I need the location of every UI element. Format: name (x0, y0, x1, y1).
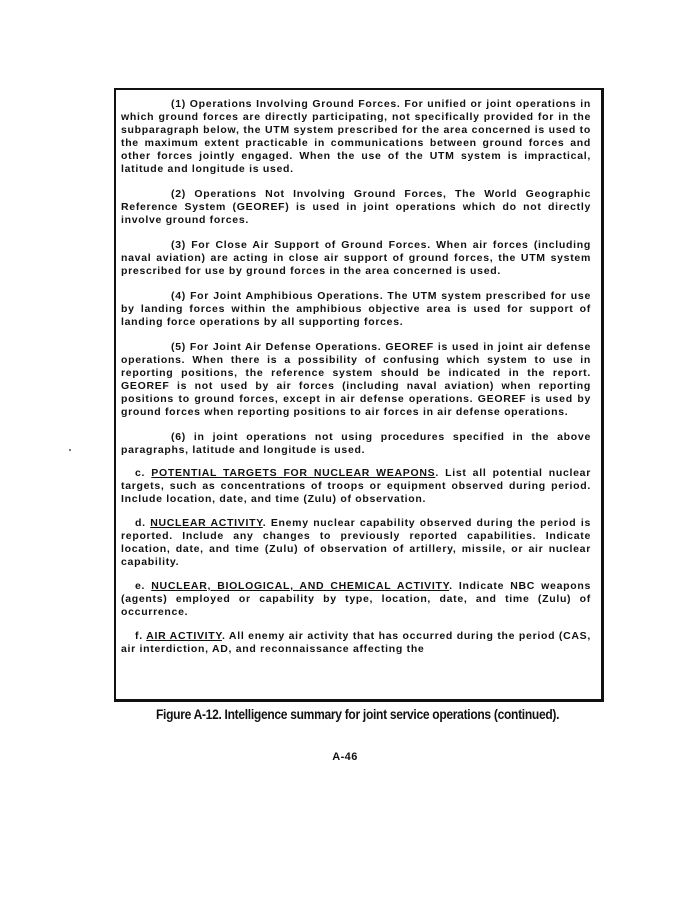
paragraph-3: (3) For Close Air Support of Ground Forces. When air forces (including naval aviation) are acting in close air support of ground forces, the UTM system prescribed for use by ground forces in the area concerned is used. (121, 239, 591, 277)
figure-content (121, 98, 591, 667)
paragraph-1: (1) Operations Involving Ground Forces. For unified or joint operations in which ground forces are directly participating, not specifically provided for in the subparagraph below, the UTM system prescribed for the area concerned is used to the maximum extent practicable in communications between ground forces and other forces jointly engaged. When the use of the UTM system is impractical, latitude and longitude is used. (121, 98, 591, 175)
page-number: A-46 (332, 751, 358, 763)
section-c-heading: POTENTIAL TARGETS FOR NUCLEAR WEAPONS (151, 467, 436, 479)
scan-speck (69, 449, 71, 451)
section-e-heading: NUCLEAR, BIOLOGICAL, AND CHEMICAL ACTIVITY (151, 580, 450, 592)
section-e: e. NUCLEAR, BIOLOGICAL, AND CHEMICAL ACTIVITY. Indicate NBC weapons (agents) employed or capability by type, location, date, and time (Zulu) of occurrence. (121, 580, 591, 618)
paragraph-5: (5) For Joint Air Defense Operations. GEOREF is used in joint air defense operations. When there is a possibility of confusing which system to use in reporting positions, the reference system should be indicated in the report. GEOREF is not used by air forces (including naval aviation) when reporting positions to ground forces, except in air defense operations. GEOREF is used by ground forces when reporting positions to air forces in air defense operations. (121, 341, 591, 418)
figure-caption: Figure A-12. Intelligence summary for joint service operations (continued). (156, 706, 560, 722)
section-f-heading: AIR ACTIVITY (146, 630, 222, 642)
paragraph-6: (6) in joint operations not using procedures specified in the above paragraphs, latitude and longitude is used. (121, 431, 591, 456)
section-c: c. POTENTIAL TARGETS FOR NUCLEAR WEAPONS. List all potential nuclear targets, such as concentrations of troops or equipment observed during period. Include location, date, and time (Zulu) of observation. (121, 467, 591, 505)
paragraph-2: (2) Operations Not Involving Ground Forces, The World Geographic Reference System (GEOREF) is used in joint operations which do not directly involve ground forces. (121, 188, 592, 226)
section-d: d. NUCLEAR ACTIVITY. Enemy nuclear capability observed during the period is reported. Include any changes to previously reported capabilities. Indicate location, date, and time (Zulu) of observation of artillery, missile, or air nuclear capability. (121, 517, 591, 568)
section-f: f. AIR ACTIVITY. All enemy air activity that has occurred during the period (CAS, air interdiction, AD, and reconnaissance affecting the (121, 630, 591, 655)
section-d-heading: NUCLEAR ACTIVITY (150, 517, 263, 529)
paragraph-4: (4) For Joint Amphibious Operations. The UTM system prescribed for use by landing forces within the amphibious objective area is used for support of landing force operations by all supporting forces. (121, 290, 591, 328)
